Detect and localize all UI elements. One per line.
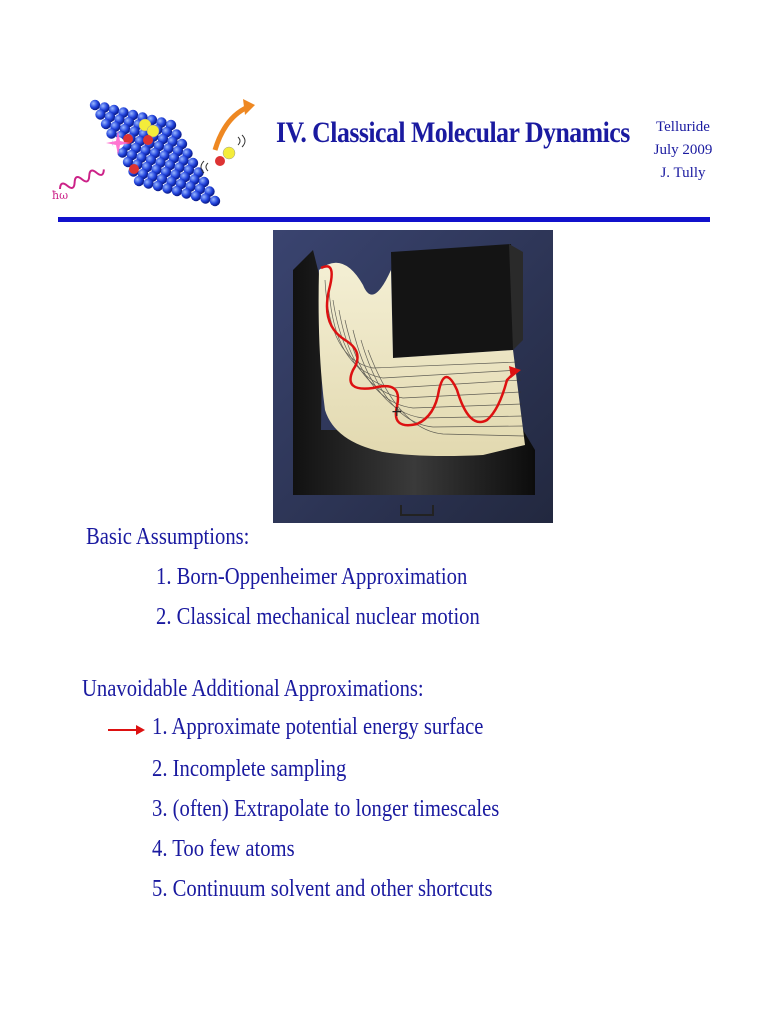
basic-assumption-1: 1. Born-Oppenheimer Approximation: [156, 564, 468, 590]
additional-approximation-2: 2. Incomplete sampling: [152, 756, 347, 782]
venue-place: Telluride: [656, 119, 710, 135]
additional-approximations-heading: Unavoidable Additional Approximations:: [82, 676, 424, 702]
venue-date: July 2009: [653, 142, 713, 158]
svg-text:ħω: ħω: [52, 189, 69, 202]
additional-approximation-4: 4. Too few atoms: [152, 836, 295, 862]
basic-assumptions-heading: Basic Assumptions:: [86, 524, 250, 550]
potential-energy-surface-photo: [273, 230, 553, 523]
additional-approximation-1: 1. Approximate potential energy surface: [152, 714, 484, 740]
venue-author: J. Tully: [660, 165, 706, 181]
surface-scattering-logo-icon: [50, 95, 260, 215]
additional-approximation-5: 5. Continuum solvent and other shortcuts: [152, 876, 493, 902]
additional-approximation-3: 3. (often) Extrapolate to longer timescales: [152, 796, 500, 822]
slide-title: IV. Classical Molecular Dynamics: [276, 116, 630, 149]
venue-info: [628, 116, 738, 185]
header-divider: [58, 217, 710, 222]
basic-assumption-2: 2. Classical mechanical nuclear motion: [156, 604, 480, 630]
right-arrow-icon: [106, 722, 146, 738]
svg-text:+: +: [391, 404, 403, 420]
